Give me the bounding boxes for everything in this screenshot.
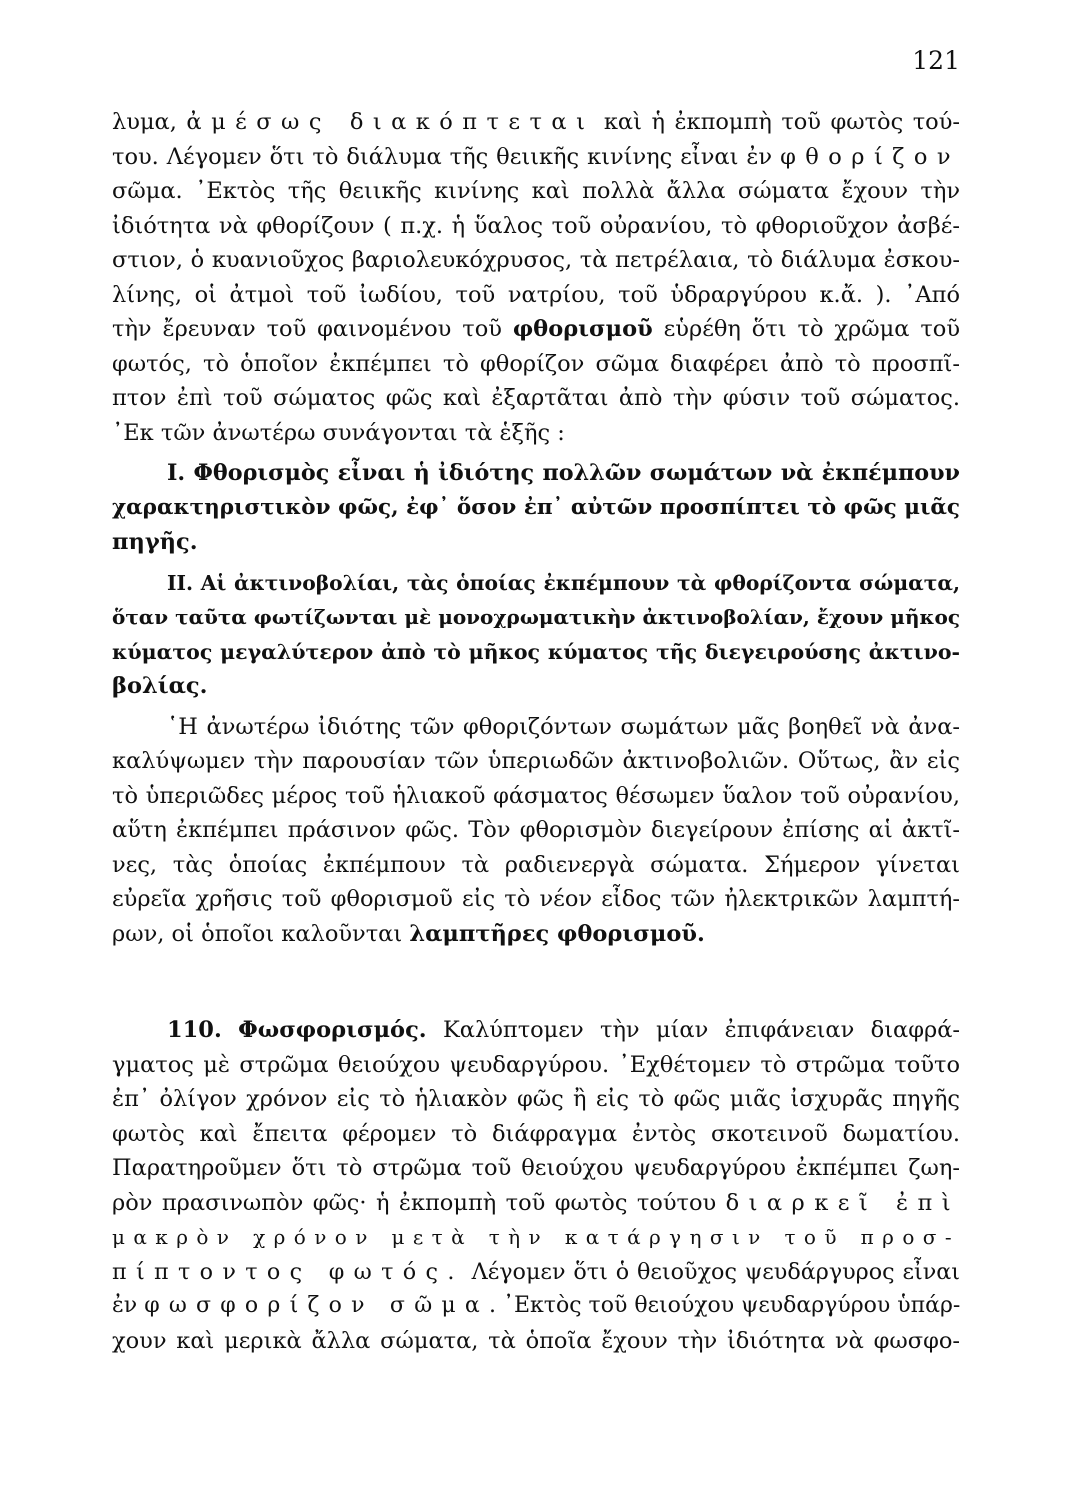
page-body — [112, 105, 960, 1358]
text-line: ρων, οἱ ὁποῖοι καλοῦνται λαμπτῆρες φθορισμοῦ. — [112, 920, 705, 947]
rule-line: I. Φθορισμὸς εἶναι ἡ ἰδιότης πολλῶν σωμάτων νὰ ἐκπέμπουν — [167, 460, 960, 486]
rule-line: πηγῆς. — [112, 529, 198, 555]
spaced-emphasis-line: μακρὸν χρόνον μετὰ τὴν κατάργησιν τοῦ προσ- — [112, 1225, 960, 1249]
text-line: χουν καὶ μερικὰ ἄλλα σώματα, τὰ ὁποῖα ἔχουν τὴν ἰδιότητα νὰ φωσφο- — [112, 1327, 960, 1354]
spaced-emphasis: φωσφορίζον σῶμα — [144, 1293, 490, 1318]
spaced-emphasis: ἀμέσως διακόπτεται — [186, 109, 595, 135]
rule-line: ὅταν ταῦτα φωτίζωνται μὲ μονοχρωματικὴν ἀκτινοβολίαν, ἔχουν μῆκος — [112, 605, 960, 629]
text-line: ἐπ᾿ ὀλίγον χρόνον εἰς τὸ ἡλιακὸν φῶς ἢ εἰς τὸ φῶς μιᾶς ἰσχυρᾶς πηγῆς — [112, 1086, 960, 1112]
text-line: ἐν φωσφορίζον σῶμα. ᾿Εκτὸς τοῦ θειούχου ψευδαργύρου ὑπάρ- — [112, 1293, 961, 1318]
text-line: εὐρεῖα χρῆσις τοῦ φθορισμοῦ εἰς τὸ νέον εἶδος τῶν ἠλεκτρικῶν λαμπτή- — [112, 886, 960, 912]
text-line: τὸ ὑπεριῶδες μέρος τοῦ ἡλιακοῦ φάσματος θέσωμεν ὕαλον τοῦ οὐρανίου, — [112, 782, 960, 809]
paragraph-ultraviolet — [112, 710, 960, 952]
text-line: λίνης, οἱ ἀτμοὶ τοῦ ἰωδίου, τοῦ νατρίου, τοῦ ὑδραργύρου κ.ἄ. ). ᾿Από — [112, 281, 960, 308]
text-line: ῾Η ἀνωτέρω ἰδιότης τῶν φθοριζόντων σωμάτων μᾶς βοηθεῖ νὰ ἀνα- — [167, 713, 960, 740]
rule-line: χαρακτηριστικὸν φῶς, ἐφ᾿ ὅσον ἐπ᾿ αὐτῶν προσπίπτει τὸ φῶς μιᾶς — [112, 494, 960, 520]
section-number: 110. — [167, 1017, 222, 1043]
text-line: ᾿Εκ τῶν ἀνωτέρω συνάγονται τὰ ἑξῆς : — [112, 419, 565, 446]
text-line: τὴν ἔρευναν τοῦ φαινομένου τοῦ φθορισμοῦ εὑρέθη ὅτι τὸ χρῶμα τοῦ — [112, 316, 960, 342]
spaced-emphasis: διαρκεῖ ἐπὶ — [725, 1189, 960, 1216]
text-line: πίπτοντος φωτός. Λέγομεν ὅτι ὁ θειοῦχος ψευδάργυρος εἶναι — [112, 1258, 961, 1285]
text-line: λυμα, ἀμέσως διακόπτεται καὶ ἡ ἐκπομπὴ τοῦ φωτὸς τού- — [112, 109, 960, 135]
rule-two — [112, 566, 960, 704]
text-line: 110. Φωσφορισμός. Καλύπτομεν τὴν μίαν ἐπιφάνειαν διαφρά- — [167, 1017, 960, 1043]
text-line: νες, τὰς ὁποίας ἐκπέμπουν τὰ ραδιενεργὰ σώματα. Σήμερον γίνεται — [112, 851, 960, 878]
bold-term: φθορισμοῦ — [512, 316, 653, 342]
rule-line: II. Αἱ ἀκτινοβολίαι, τὰς ὁποίας ἐκπέμπουν τὰ φθορίζοντα σώματα, — [167, 570, 960, 595]
text-line: γματος μὲ στρῶμα θειούχου ψευδαργύρου. ᾿Εχθέτομεν τὸ στρῶμα τοῦτο — [112, 1051, 960, 1078]
text-line: καλύψωμεν τὴν παρουσίαν τῶν ὑπεριωδῶν ἀκτινοβολιῶν. Οὕτως, ἂν εἰς — [112, 748, 960, 774]
text-line: φωτὸς καὶ ἔπειτα φέρομεν τὸ διάφραγμα ἐντὸς σκοτεινοῦ δωματίου. — [112, 1120, 960, 1147]
text-line: φωτός, τὸ ὁποῖον ἐκπέμπει τὸ φθορίζον σῶμα διαφέρει ἀπὸ τὸ προσπῖ- — [112, 350, 960, 377]
rule-line: κύματος μεγαλύτερον ἀπὸ τὸ μῆκος κύματος τῆς διεγειρούσης ἀκτινο- — [112, 639, 960, 664]
text-line: ἰδιότητα νὰ φθορίζουν ( π.χ. ἡ ὕαλος τοῦ οὐρανίου, τὸ φθοριοῦχον ἀσβέ- — [112, 212, 960, 239]
spaced-emphasis: φθορίζον — [780, 143, 960, 170]
rule-one — [112, 456, 960, 560]
section-phosphorescence — [112, 1013, 960, 1358]
bold-term: λαμπτῆρες φθορισμοῦ. — [409, 920, 705, 947]
text-line: στιον, ὁ κυανιοῦχος βαριολευκόχρυσος, τὰ πετρέλαια, τὸ διάλυμα ἐσκου- — [112, 247, 960, 273]
section-title: Φωσφορισμός. — [238, 1017, 427, 1043]
spaced-emphasis: πίπτοντος φωτός. — [112, 1258, 464, 1285]
text-line: του. Λέγομεν ὅτι τὸ διάλυμα τῆς θειικῆς κινίνης εἶναι ἐν φθορίζον — [112, 143, 960, 170]
rule-line: βολίας. — [112, 673, 208, 699]
page-number: 121 — [912, 46, 960, 75]
text-line: αὕτη ἐκπέμπει πράσινον φῶς. Τὸν φθορισμὸν διεγείρουν ἐπίσης αἱ ἀκτῖ- — [112, 817, 960, 843]
text-line: πτον ἐπὶ τοῦ σώματος φῶς καὶ ἐξαρτᾶται ἀπὸ τὴν φύσιν τοῦ σώματος. — [112, 385, 960, 411]
text-line: σῶμα. ᾿Εκτὸς τῆς θειικῆς κινίνης καὶ πολλὰ ἄλλα σώματα ἔχουν τὴν — [112, 178, 960, 204]
text-line: ρὸν πρασινωπὸν φῶς· ἡ ἐκπομπὴ τοῦ φωτὸς τούτου διαρκεῖ ἐπὶ — [112, 1189, 960, 1216]
text-line: Παρατηροῦμεν ὅτι τὸ στρῶμα τοῦ θειούχου ψευδαργύρου ἐκπέμπει ζωη- — [112, 1155, 960, 1181]
paragraph-fluorescence — [112, 105, 960, 450]
